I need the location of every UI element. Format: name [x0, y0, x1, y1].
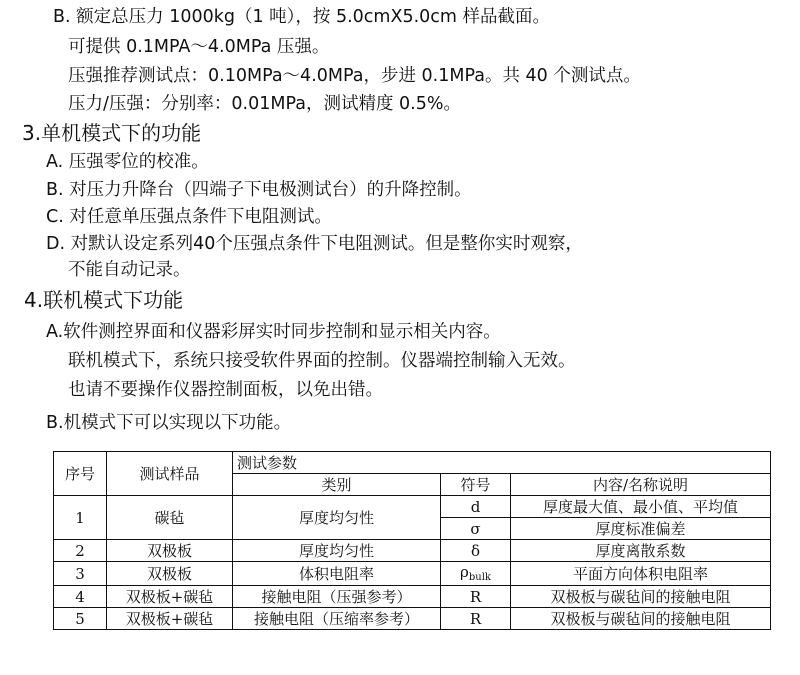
- section-3-item-b: B. 对压力升降台（四端子下电极测试台）的升降控制。: [46, 180, 472, 200]
- table-row: [54, 562, 771, 586]
- cell-description: 双极板与碳毡间的接触电阻: [511, 608, 771, 630]
- cell-category: 厚度均匀性: [233, 496, 441, 540]
- cell-category: 体积电阻率: [233, 562, 441, 586]
- symbol-subscript-bulk: bulk: [468, 572, 491, 583]
- cell-sample: 双极板+碳毡: [107, 586, 233, 608]
- pressure-spec-line-1: B. 额定总压力 1000kg（1 吨），按 5.0cmX5.0cm 样品截面。: [53, 7, 551, 27]
- header-params: 测试参数: [233, 452, 771, 474]
- section-3-item-a: A. 压强零位的校准。: [46, 152, 209, 172]
- table-row: [54, 496, 771, 518]
- symbol-rho: ρ: [460, 563, 469, 581]
- cell-no: 2: [54, 540, 107, 562]
- cell-symbol: R: [441, 586, 511, 608]
- section-4-item-a: A.软件测控界面和仪器彩屏实时同步控制和显示相关内容。: [46, 322, 501, 342]
- cell-symbol: δ: [441, 540, 511, 562]
- section-4-heading: 4.联机模式下功能: [24, 288, 184, 312]
- cell-sample: 双极板: [107, 562, 233, 586]
- header-description: 内容/名称说明: [511, 474, 771, 496]
- section-4-item-b: B.机模式下可以实现以下功能。: [46, 413, 292, 433]
- cell-no: 1: [54, 496, 107, 540]
- cell-no: 5: [54, 608, 107, 630]
- cell-no: 4: [54, 586, 107, 608]
- header-symbol: 符号: [441, 474, 511, 496]
- section-3-item-d-cont: 不能自动记录。: [68, 260, 191, 280]
- section-4-item-a-cont-2: 也请不要操作仪器控制面板，以免出错。: [68, 380, 383, 400]
- header-no: 序号: [54, 452, 107, 496]
- section-3-heading: 3.单机模式下的功能: [22, 121, 202, 145]
- cell-symbol: [441, 562, 511, 586]
- cell-description: 双极板与碳毡间的接触电阻: [511, 586, 771, 608]
- cell-category: 接触电阻（压缩率参考）: [233, 608, 441, 630]
- cell-description: 厚度离散系数: [511, 540, 771, 562]
- cell-symbol: d: [441, 496, 511, 518]
- table-row: [54, 586, 771, 608]
- pressure-spec-line-2: 可提供 0.1MPA～4.0MPa 压强。: [68, 37, 330, 57]
- cell-description: 厚度最大值、最小值、平均值: [511, 496, 771, 518]
- cell-category: 接触电阻（压强参考）: [233, 586, 441, 608]
- cell-sample: 双极板: [107, 540, 233, 562]
- cell-symbol: σ: [441, 518, 511, 540]
- section-4-item-a-cont-1: 联机模式下，系统只接受软件界面的控制。仪器端控制输入无效。: [68, 351, 576, 371]
- header-category: 类别: [233, 474, 441, 496]
- pressure-spec-line-3: 压强推荐测试点：0.10MPa～4.0MPa，步进 0.1MPa。共 40 个测试点。: [68, 66, 641, 86]
- section-3-item-c: C. 对任意单压强点条件下电阻测试。: [46, 207, 332, 227]
- cell-sample: 双极板+碳毡: [107, 608, 233, 630]
- pressure-spec-line-4: 压力/压强：分别率：0.01MPa，测试精度 0.5%。: [68, 94, 461, 114]
- section-3-item-d: D. 对默认设定系列40个压强点条件下电阻测试。但是整你实时观察，: [46, 234, 583, 254]
- table-header-row: [54, 452, 771, 474]
- cell-sample: 碳毡: [107, 496, 233, 540]
- table-row: [54, 540, 771, 562]
- cell-description: 厚度标准偏差: [511, 518, 771, 540]
- header-sample: 测试样品: [107, 452, 233, 496]
- table-row: [54, 608, 771, 630]
- cell-no: 3: [54, 562, 107, 586]
- test-parameters-table: [53, 451, 771, 630]
- cell-symbol: R: [441, 608, 511, 630]
- cell-category: 厚度均匀性: [233, 540, 441, 562]
- cell-description: 平面方向体积电阻率: [511, 562, 771, 586]
